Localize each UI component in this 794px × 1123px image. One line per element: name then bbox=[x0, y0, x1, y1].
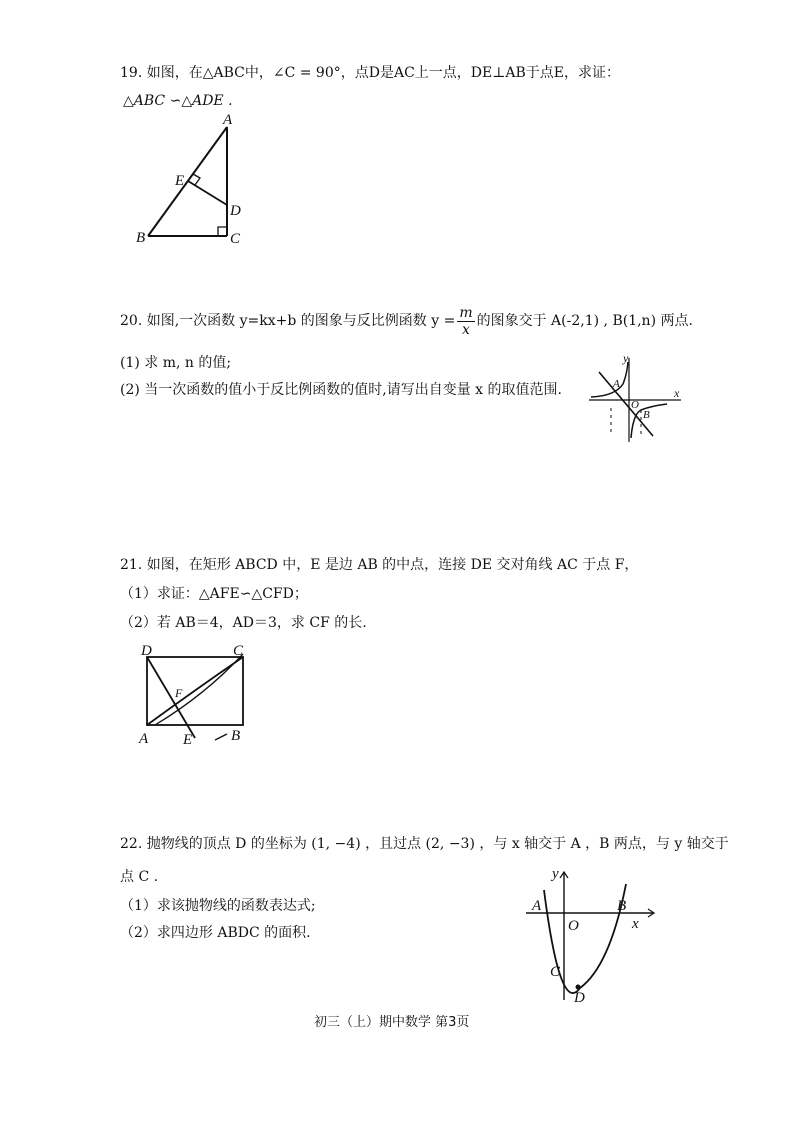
right-angle-mark-c bbox=[218, 227, 227, 236]
label-c: C bbox=[230, 231, 241, 247]
q21-rectangle-figure bbox=[135, 640, 260, 750]
page-footer: 初三（上）期中数学 第3页 bbox=[314, 1015, 470, 1030]
graph-label-x: x bbox=[632, 916, 639, 932]
label-b: B bbox=[231, 728, 241, 744]
graph-label-o: O bbox=[568, 918, 579, 934]
q22-part1: （1）求该抛物线的函数表达式; bbox=[120, 898, 316, 914]
q20-text-a: 20. 如图,一次函数 y=kx+b 的图象与反比例函数 y = bbox=[120, 313, 456, 329]
segment-de bbox=[188, 181, 227, 205]
graph-label-y: y bbox=[623, 351, 629, 365]
tick-mark bbox=[215, 734, 227, 740]
label-a: A bbox=[223, 112, 233, 128]
graph-label-d: D bbox=[574, 990, 585, 1006]
graph-label-a: A bbox=[613, 378, 620, 390]
q20-part2: (2) 当一次函数的值小于反比例函数的值时,请写出自变量 x 的取值范围. bbox=[120, 382, 562, 398]
q20-fraction bbox=[457, 305, 474, 338]
q20-text-b: 的图象交于 A(-2,1) , B(1,n) 两点. bbox=[476, 313, 693, 329]
q20-fraction-numerator: m bbox=[459, 304, 473, 321]
q22-statement-line2: 点 C . bbox=[120, 869, 159, 885]
hyperbola-branch-upper bbox=[591, 362, 628, 397]
label-d: D bbox=[230, 203, 241, 219]
graph-label-x: x bbox=[674, 386, 680, 400]
q22-statement-line1: 22. 抛物线的顶点 D 的坐标为 (1, −4) ，且过点 (2, −3) ，与 x 轴交于 A ，B 两点，与 y 轴交于 bbox=[120, 836, 729, 852]
q20-part1: (1) 求 m, n 的值; bbox=[120, 355, 232, 371]
q19-statement-line1: 19. 如图，在△ABC中，∠C = 90°，点D是AC上一点，DE⊥AB于点E，求证： bbox=[120, 65, 621, 81]
q22-part2: （2）求四边形 ABDC 的面积. bbox=[120, 925, 311, 941]
graph-label-a: A bbox=[532, 898, 542, 914]
graph-label-c: C bbox=[550, 964, 561, 980]
diagonal-ac-stroke bbox=[155, 654, 243, 725]
graph-label-b: B bbox=[643, 409, 650, 421]
q21-statement-line1: 21. 如图，在矩形 ABCD 中，E 是边 AB 的中点，连接 DE 交对角线 AC 于点 F， bbox=[120, 557, 639, 573]
q20-statement-line1 bbox=[120, 304, 693, 338]
graph-label-b: B bbox=[617, 898, 627, 914]
q19-statement-line2: △ABC ∽△ADE . bbox=[123, 93, 233, 109]
segment-ab bbox=[148, 127, 227, 236]
right-angle-mark-e bbox=[193, 174, 200, 185]
vertex-point-d bbox=[576, 985, 581, 990]
graph-label-o: O bbox=[631, 399, 639, 411]
label-e: E bbox=[175, 173, 185, 189]
label-c: C bbox=[233, 643, 244, 659]
label-d: D bbox=[141, 643, 152, 659]
label-f: F bbox=[175, 686, 183, 700]
graph-label-y: y bbox=[552, 866, 559, 882]
label-e: E bbox=[183, 732, 193, 748]
q21-part1: （1）求证：△AFE∽△CFD； bbox=[120, 586, 308, 602]
q20-fraction-denominator: x bbox=[462, 321, 470, 338]
label-a: A bbox=[139, 731, 149, 747]
q20-function-graph bbox=[585, 350, 685, 445]
q21-part2: （2）若 AB＝4，AD＝3，求 CF 的长. bbox=[120, 615, 367, 631]
diagonal-ac bbox=[147, 657, 243, 725]
q19-triangle-figure bbox=[130, 110, 260, 250]
label-b: B bbox=[136, 230, 146, 246]
linear-function-line bbox=[599, 372, 653, 436]
q22-parabola-graph bbox=[520, 866, 660, 1006]
